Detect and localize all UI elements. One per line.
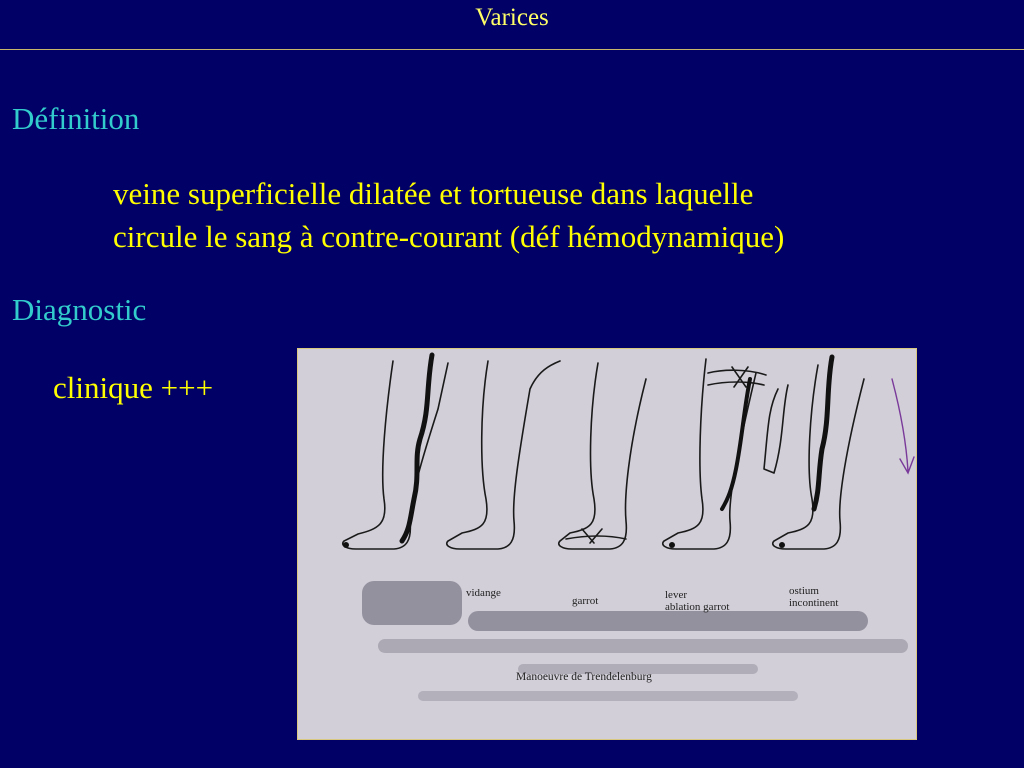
heading-diagnostic: Diagnostic — [12, 292, 147, 327]
definition-line: veine superficielle dilatée et tortueuse dans laquelle — [113, 176, 754, 211]
varicose-vein-2 — [722, 379, 750, 509]
leg-2 — [447, 361, 560, 549]
trendelenburg-figure — [297, 348, 917, 740]
blurred-area — [418, 691, 798, 701]
diagnostic-text: clinique +++ — [53, 370, 214, 405]
blurred-area — [362, 581, 462, 625]
blurred-area — [378, 639, 908, 653]
definition-text — [113, 172, 784, 258]
figure-caption: Manoeuvre de Trendelenburg — [516, 671, 652, 683]
varicose-vein-1 — [402, 355, 432, 541]
leg-3 — [559, 363, 646, 549]
leg-1 — [343, 361, 448, 549]
varicose-vein-3 — [814, 357, 832, 509]
arrow — [892, 379, 914, 473]
ribbon — [764, 385, 788, 473]
slide-title: Varices — [475, 4, 549, 31]
definition-line: circule le sang à contre-courant (déf hémodynamique) — [113, 219, 785, 254]
blurred-area — [468, 611, 868, 631]
title-divider — [0, 49, 1024, 50]
label-lever-ablation-garrot: lever ablation garrot — [665, 589, 730, 613]
label-vidange: vidange — [466, 587, 501, 599]
label-garrot: garrot — [572, 595, 599, 607]
leg-4 — [663, 359, 756, 549]
heading-definition: Définition — [12, 101, 140, 136]
label-ostium-incontinent: ostium incontinent — [789, 585, 839, 609]
